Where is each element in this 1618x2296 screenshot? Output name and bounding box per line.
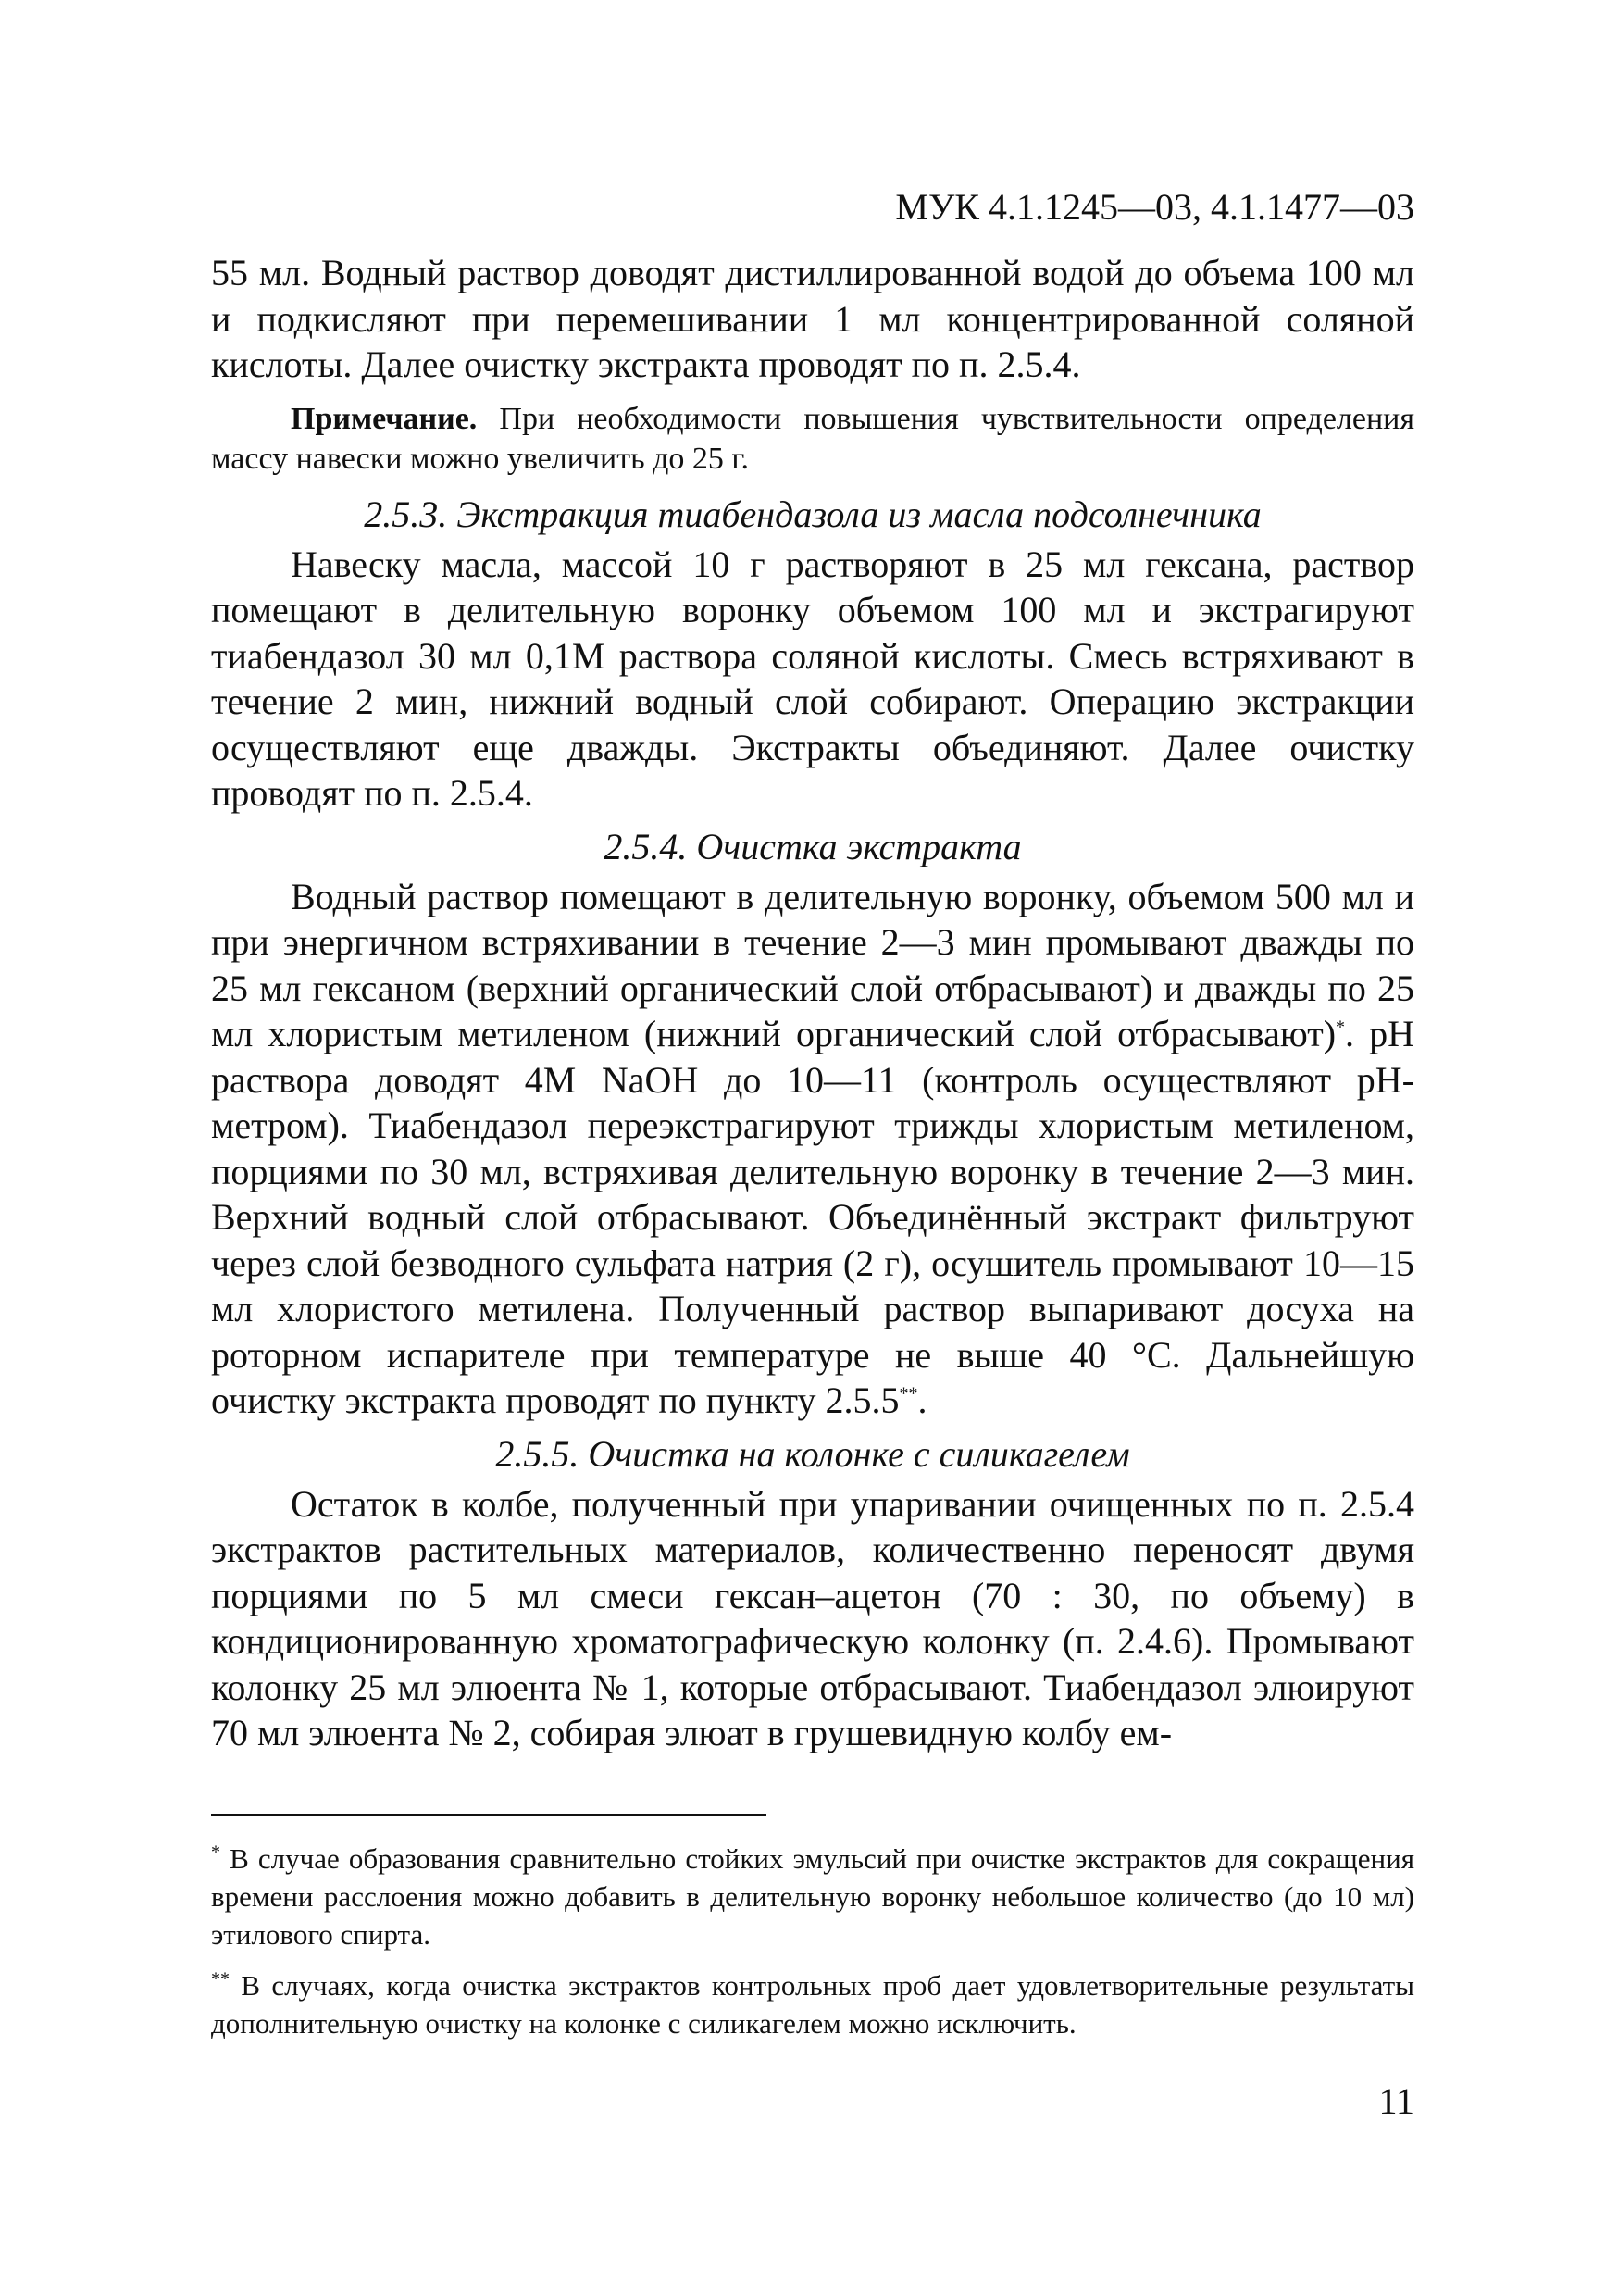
footnote-separator <box>211 1814 766 1816</box>
section-heading-2-5-4: 2.5.4. Очистка экстракта <box>604 825 1022 867</box>
footnote-1 <box>211 1840 1414 1953</box>
section-heading-2-5-3: 2.5.3. Экстракция тиабендазола из масла подсолнечника <box>364 493 1262 535</box>
note-text: При необходимости повышения чувствительности определения массу навески можно увеличить до 25 г. <box>211 401 1414 476</box>
note-label: Примечание. <box>291 401 478 436</box>
footnote-2 <box>211 1966 1414 2042</box>
section-text-2-5-4 <box>211 874 1414 1424</box>
footnote-1-text: В случае образования сравнительно стойких эмульсий при очистке экстрактов для сокращения времени расслоения можно добавить в делительную воронку небольшое количество (до 10 мл) этилового спирта. <box>211 1841 1414 1951</box>
footnote-ref-1: * <box>1336 1017 1346 1038</box>
section-text-2-5-4-part-c: . <box>917 1379 927 1421</box>
footnote-2-text: В случаях, когда очистка экстрактов контрольных проб дает удовлетворительные результаты дополнительную очистку на колонке с силикагелем можно исключить. <box>211 1968 1414 2040</box>
footnote-2-mark: ** <box>211 1968 230 1990</box>
intro-paragraph: 55 мл. Водный раствор доводят дистиллированной водой до объема 100 мл и подкисляют при перемешивании 1 мл концентрированной соляной кислоты. Далее очистку экстракта проводят по п. 2.5.4. <box>211 252 1414 385</box>
note-paragraph <box>211 399 1414 479</box>
page-number: 11 <box>1378 2080 1414 2122</box>
document-header: МУК 4.1.1245—03, 4.1.1477—03 <box>895 186 1414 228</box>
section-text-2-5-4-part-b: . pH раствора доводят 4М NaOH до 10—11 (контроль осуществляют pH-метром). Тиабендазол переэкстрагируют трижды хлористым метиленом, порциями по 30 мл, встряхивая делительную воронку в течение 2—3 мин. Верхний водный слой отбрасывают. Объединённый экстракт фильтруют через слой безводного сульфата натрия (2 г), осушитель промывают 10—15 мл хлористого метилена. Полученный раствор выпаривают досуха на роторном испарителе при температуре не выше 40 °С. Дальнейшую очистку экстракта проводят по пункту 2.5.5 <box>211 1013 1415 1421</box>
section-text-2-5-5: Остаток в колбе, полученный при упаривании очищенных по п. 2.5.4 экстрактов растительных материалов, количественно переносят двумя порциями по 5 мл смеси гексан–ацетон (70 : 30, по объему) в кондиционированную хроматографическую колонку (п. 2.4.6). Промывают колонку 25 мл элюента № 1, которые отбрасывают. Тиабендазол элюируют 70 мл элюента № 2, собирая элюат в грушевидную колбу ем- <box>211 1482 1414 1753</box>
section-heading-2-5-5: 2.5.5. Очистка на колонке с силикагелем <box>495 1432 1130 1475</box>
section-text-2-5-4-part-a: Водный раствор помещают в делительную воронку, объемом 500 мл и при энергичном встряхивании в течение 2—3 мин промывают дважды по 25 мл гексаном (верхний органический слой отбрасывают) и дважды по 25 мл хлористым метиленом (нижний органический слой отбрасывают) <box>211 875 1414 1054</box>
document-page <box>211 185 1414 2055</box>
section-text-2-5-3: Навеску масла, массой 10 г растворяют в 25 мл гексана, раствор помещают в делительную воронку объемом 100 мл и экстрагируют тиабендазол 30 мл 0,1М раствора соляной кислоты. Смесь встряхивают в течение 2 мин, нижний водный слой собирают. Операцию экстракции осуществляют еще дважды. Экстракты объединяют. Далее очистку проводят по п. 2.5.4. <box>211 543 1414 814</box>
footnote-1-mark: * <box>211 1841 220 1863</box>
footnote-ref-2: ** <box>899 1383 918 1404</box>
